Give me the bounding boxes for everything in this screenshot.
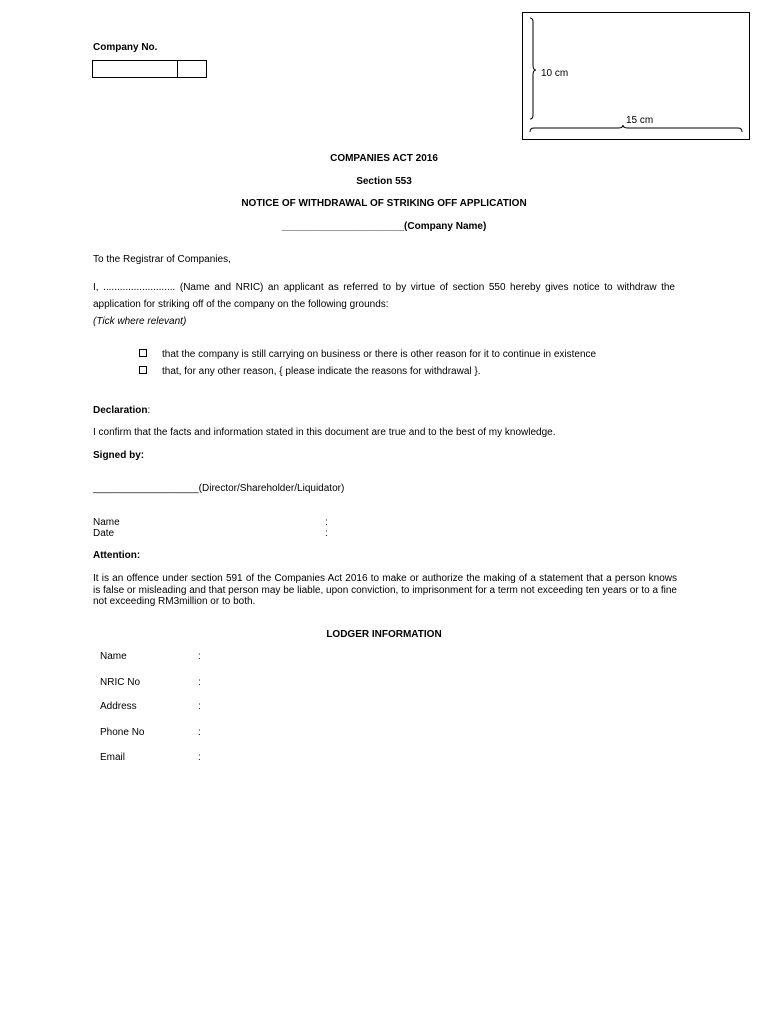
lodger-phone-colon: : [198,727,201,738]
declaration-heading-row [93,405,150,416]
option-row-2 [139,366,481,377]
lodger-nric-label: NRIC No [100,677,141,688]
signature-name-colon: : [325,517,328,528]
act-heading: COMPANIES ACT 2016 [330,153,438,164]
option-row-1 [139,349,596,360]
option-1-checkbox[interactable] [139,349,147,357]
lodger-email-colon: : [198,752,201,763]
height-dimension-label: 10 cm [541,68,569,79]
lodger-email-label: Email [100,752,126,763]
width-dimension-label: 15 cm [626,115,654,126]
declaration-colon: : [147,405,151,416]
height-bracket-icon [530,18,536,119]
company-name-line[interactable]: ______________________(Company Name) [281,221,487,232]
company-no-field[interactable] [92,60,207,78]
signature-line[interactable]: ___________________(Director/Shareholder/Liquidator) [93,483,345,494]
lodger-nric-colon: : [198,677,201,688]
declaration-text: I confirm that the facts and information stated in this document are true and to the best of my knowledge. [93,427,556,438]
section-heading: Section 553 [356,176,412,187]
notice-title: NOTICE OF WITHDRAWAL OF STRIKING OFF APPLICATION [241,198,527,209]
salutation: To the Registrar of Companies, [93,254,231,265]
tick-note: (Tick where relevant) [93,316,187,327]
option-1-label: that the company is still carrying on business or there is other reason for it to continue in existence [162,349,597,360]
option-2-checkbox[interactable] [139,366,147,374]
lodger-address-colon: : [198,701,201,712]
company-no-main-cell[interactable] [93,61,178,77]
signature-name-label: Name [93,517,120,528]
signed-by-heading: Signed by: [93,450,145,461]
signature-date-label: Date [93,528,115,539]
width-bracket-icon [530,125,742,132]
intro-paragraph: I, .......................... (Name and NRIC) an applicant as referred to by virtue of section 550 hereby gives notice to withdraw the application for striking off of the company on the following grounds: [93,282,675,310]
lodger-name-label: Name [100,651,127,662]
lodger-phone-label: Phone No [100,727,145,738]
attention-text: It is an offence under section 591 of the Companies Act 2016 to make or authorize the making of a statement that a person knows is false or misleading and that person may be liable, upon conviction, to imprisonment for a term not exceeding ten years or to a fine not exceeding RM3million or to both. [93,573,677,607]
signature-date-colon: : [325,528,328,539]
company-no-label: Company No. [93,42,158,53]
lodger-heading: LODGER INFORMATION [326,629,442,640]
option-2-label: that, for any other reason, { please indicate the reasons for withdrawal }. [162,366,481,377]
attention-heading: Attention: [93,550,141,561]
lodger-address-label: Address [100,701,137,712]
lodger-name-colon: : [198,651,201,662]
declaration-heading: Declaration [93,405,148,416]
